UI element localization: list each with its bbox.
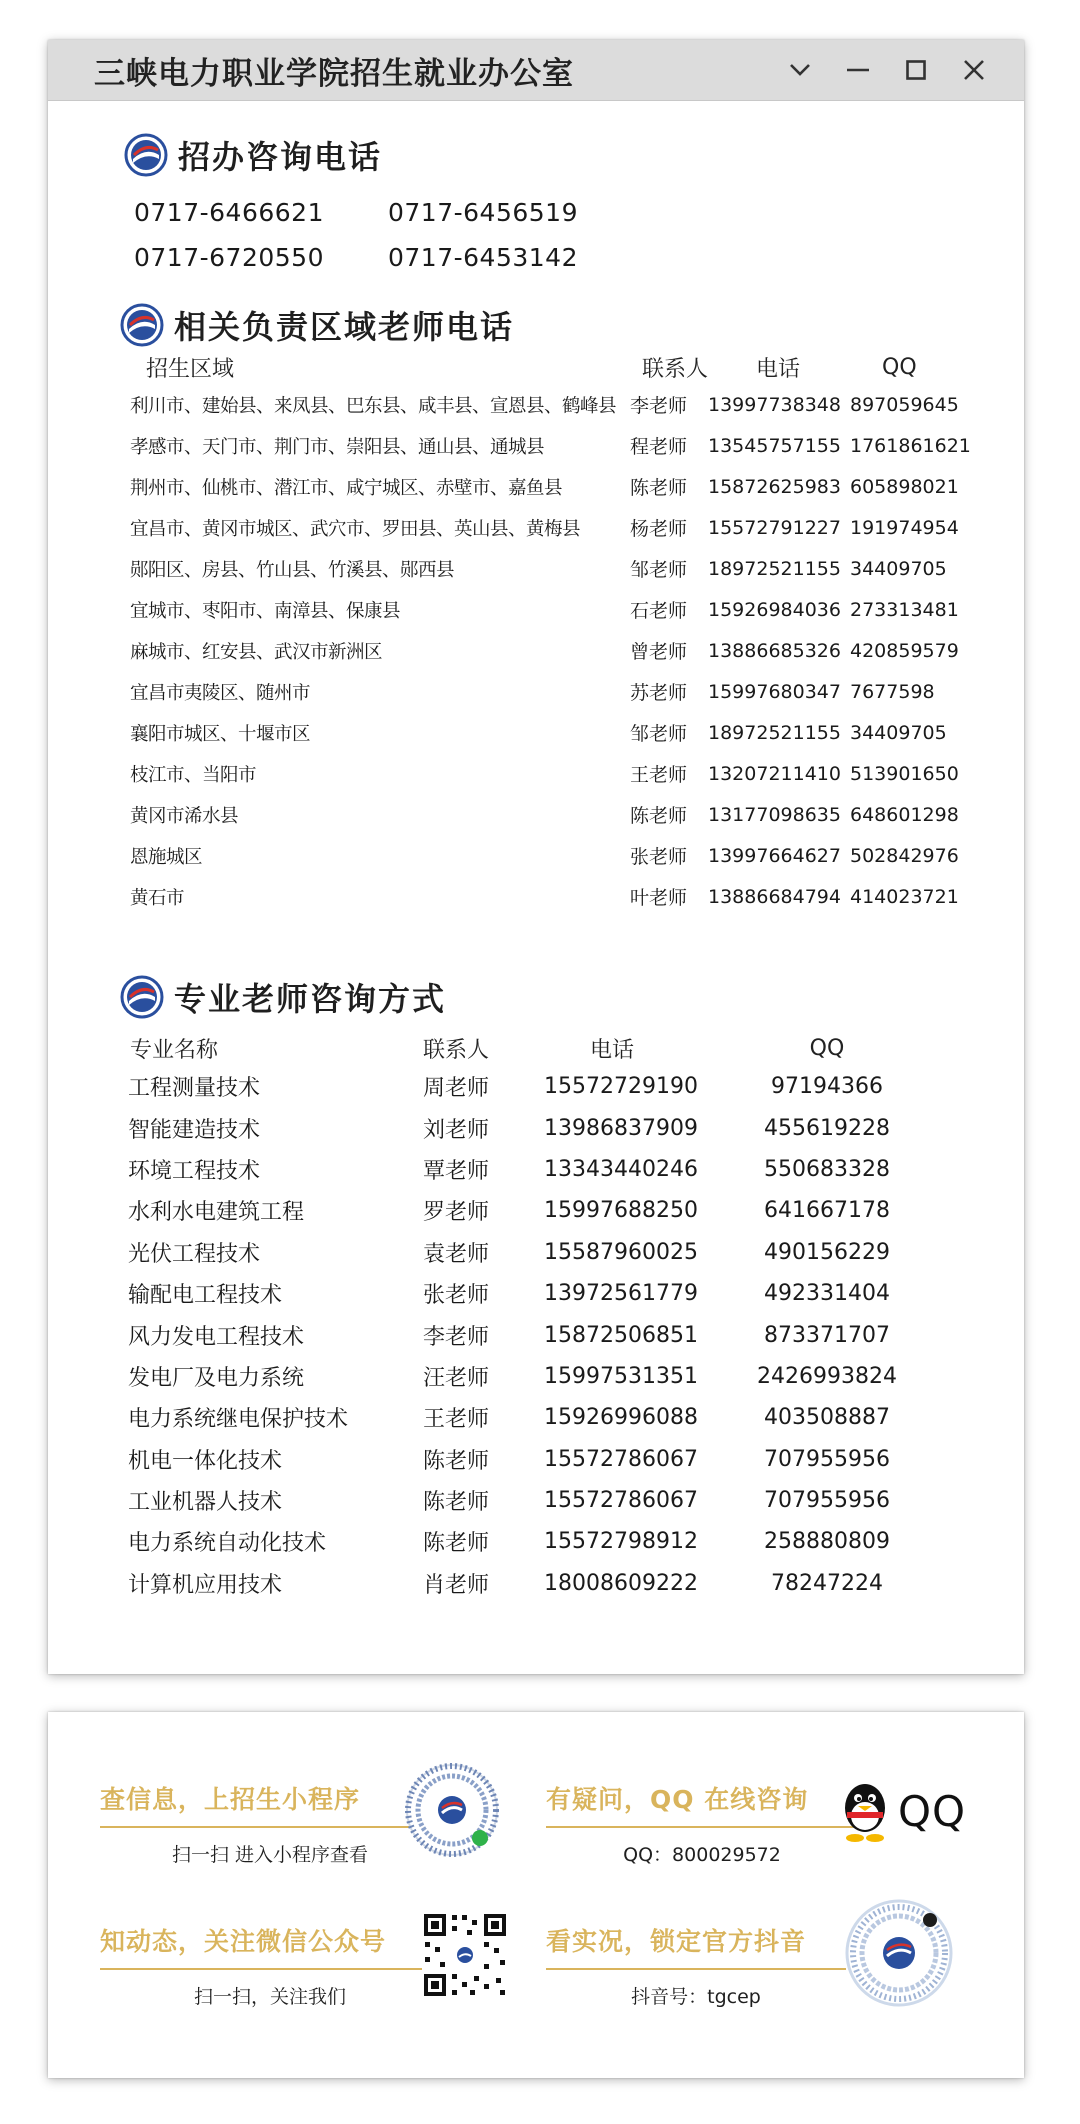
table-row	[130, 384, 1010, 425]
qq-number: 258880809	[764, 1529, 890, 1555]
regions-title: 相关负责区域老师电话	[174, 308, 515, 346]
contact-person: 邹老师	[630, 559, 688, 581]
hotline-phone: 0717-6720550	[134, 243, 324, 272]
maximize-button[interactable]	[896, 50, 936, 90]
table-row	[130, 712, 1010, 753]
qq-number: 414023721	[850, 885, 959, 908]
major-name: 计算机应用技术	[128, 1572, 283, 1598]
region-area: 恩施城区	[130, 846, 203, 868]
phone-number: 15872625983	[708, 475, 841, 498]
minimize-icon	[846, 67, 870, 73]
qq-number: 7677598	[850, 680, 935, 703]
major-name: 电力系统自动化技术	[128, 1531, 327, 1557]
contact-person: 石老师	[630, 600, 688, 622]
contact-person: 张老师	[630, 846, 688, 868]
hotline-title: 招办咨询电话	[178, 138, 383, 176]
phone-number: 13343440246	[544, 1156, 698, 1182]
major-name: 智能建造技术	[128, 1117, 261, 1143]
contact-person: 陈老师	[630, 477, 688, 499]
phone-number: 15572729190	[544, 1074, 698, 1100]
header-person: 联系人	[423, 1037, 490, 1063]
regions-table	[130, 350, 1010, 917]
table-row	[124, 1563, 964, 1604]
contact-person: 张老师	[423, 1283, 490, 1309]
qq-number: 191974954	[850, 516, 959, 539]
table-row	[124, 1480, 964, 1521]
qq-number: 550683328	[764, 1156, 890, 1182]
wechat-promo	[100, 1922, 440, 2009]
phone-number: 15572798912	[544, 1529, 698, 1555]
major-name: 风力发电工程技术	[128, 1324, 305, 1350]
contact-person: 李老师	[423, 1324, 490, 1350]
qq-number: 513901650	[850, 762, 959, 785]
table-row	[130, 753, 1010, 794]
phone-number: 13545757155	[708, 434, 841, 457]
qq-number: 455619228	[764, 1115, 890, 1141]
table-row	[124, 1190, 964, 1231]
table-row	[130, 835, 1010, 876]
table-row	[130, 425, 1010, 466]
phone-number: 13997664627	[708, 844, 841, 867]
contact-person: 苏老师	[630, 682, 688, 704]
header-phone: 电话	[756, 356, 801, 382]
qq-number: 403508887	[764, 1405, 890, 1431]
region-area: 利川市、建始县、来凤县、巴东县、咸丰县、宣恩县、鹤峰县	[130, 395, 617, 417]
qq-number: 502842976	[850, 844, 959, 867]
contact-person: 程老师	[630, 436, 688, 458]
header-qq: QQ	[809, 1035, 845, 1061]
phone-number: 13997738348	[708, 393, 841, 416]
follow-us-card	[48, 1712, 1024, 2078]
major-name: 环境工程技术	[128, 1158, 261, 1184]
qq-number: 648601298	[850, 803, 959, 826]
maximize-icon	[906, 60, 926, 80]
contact-person: 覃老师	[423, 1158, 490, 1184]
phone-number: 15926984036	[708, 598, 841, 621]
window-titlebar	[48, 40, 1024, 101]
table-row	[124, 1149, 964, 1190]
qq-number: 707955956	[764, 1446, 890, 1472]
qq-number: 490156229	[764, 1239, 890, 1265]
wechat-title: 知动态，关注微信公众号	[100, 1927, 387, 1956]
contact-person: 肖老师	[423, 1572, 490, 1598]
header-area: 招生区域	[146, 356, 235, 382]
qq-logo[interactable]	[838, 1778, 966, 1844]
major-name: 水利水电建筑工程	[128, 1200, 305, 1226]
major-name: 工程测量技术	[128, 1076, 261, 1102]
table-row	[124, 1521, 964, 1562]
contact-person: 邹老师	[630, 723, 688, 745]
phone-number: 15997680347	[708, 680, 841, 703]
major-name: 工业机器人技术	[128, 1490, 283, 1516]
college-logo-icon	[120, 975, 164, 1019]
table-row	[130, 671, 1010, 712]
phone-number: 13886684794	[708, 885, 841, 908]
phone-number: 18972521155	[708, 721, 841, 744]
qq-number: 492331404	[764, 1281, 890, 1307]
window-title: 三峡电力职业学院招生就业办公室	[94, 55, 574, 92]
majors-table	[124, 1030, 964, 1604]
table-row	[130, 466, 1010, 507]
region-area: 枝江市、当阳市	[130, 764, 257, 786]
divider-line	[100, 1826, 440, 1828]
region-area: 孝感市、天门市、荆门市、崇阳县、通山县、通城县	[130, 436, 545, 458]
qq-number: 897059645	[850, 393, 959, 416]
phone-number: 13972561779	[544, 1281, 698, 1307]
phone-number: 15572786067	[544, 1488, 698, 1514]
qq-penguin-icon	[838, 1778, 892, 1844]
mini-program-code-icon[interactable]	[404, 1762, 500, 1858]
contact-person: 刘老师	[423, 1117, 490, 1143]
close-icon	[963, 59, 985, 81]
contact-person: 王老师	[630, 764, 688, 786]
phone-number: 18008609222	[544, 1570, 698, 1596]
table-row	[124, 1397, 964, 1438]
contact-person: 袁老师	[423, 1241, 490, 1267]
contact-person: 周老师	[423, 1076, 490, 1102]
douyin-code-icon[interactable]	[844, 1898, 954, 2008]
table-row	[124, 1107, 964, 1148]
region-area: 黄石市	[130, 887, 185, 909]
region-area: 郧阳区、房县、竹山县、竹溪县、郧西县	[130, 559, 455, 581]
region-area: 宜昌市、黄冈市城区、武穴市、罗田县、英山县、黄梅县	[130, 518, 581, 540]
contact-person: 陈老师	[423, 1531, 490, 1557]
qq-logo-text: QQ	[898, 1786, 967, 1836]
divider-line	[546, 1968, 846, 1970]
qq-number: 273313481	[850, 598, 959, 621]
major-name: 光伏工程技术	[128, 1241, 261, 1267]
qq-number: 2426993824	[757, 1363, 897, 1389]
phone-number: 13207211410	[708, 762, 841, 785]
qq-number: 78247224	[771, 1570, 883, 1596]
chevron-down-icon	[789, 63, 811, 77]
hotline-phone: 0717-6453142	[388, 243, 578, 272]
majors-section-header	[120, 974, 446, 1020]
majors-table-header	[124, 1030, 964, 1066]
region-area: 宜城市、枣阳市、南漳县、保康县	[130, 600, 401, 622]
hotline-phone: 0717-6466621	[134, 198, 324, 227]
qq-number: 34409705	[850, 721, 947, 744]
table-row	[130, 589, 1010, 630]
region-area: 麻城市、红安县、武汉市新洲区	[130, 641, 383, 663]
region-area: 荆州市、仙桃市、潜江市、咸宁城区、赤壁市、嘉鱼县	[130, 477, 563, 499]
major-name: 发电厂及电力系统	[128, 1365, 305, 1391]
majors-title: 专业老师咨询方式	[174, 980, 447, 1018]
mini-program-promo	[100, 1780, 440, 1867]
table-row	[130, 507, 1010, 548]
qq-online-promo	[546, 1780, 858, 1867]
contact-person: 曾老师	[630, 641, 688, 663]
qq-number: 641667178	[764, 1198, 890, 1224]
college-logo-icon	[120, 303, 164, 347]
qq-number: 34409705	[850, 557, 947, 580]
qq-number: 1761861621	[850, 434, 971, 457]
table-row	[124, 1439, 964, 1480]
table-row	[124, 1314, 964, 1355]
table-row	[124, 1066, 964, 1107]
contact-person: 罗老师	[423, 1200, 490, 1226]
phone-number: 15572791227	[708, 516, 841, 539]
table-row	[130, 876, 1010, 917]
qq-number: 97194366	[771, 1074, 883, 1100]
region-area: 黄冈市浠水县	[130, 805, 239, 827]
regions-table-header	[130, 350, 1010, 384]
contact-person: 王老师	[423, 1407, 490, 1433]
contact-person: 陈老师	[423, 1490, 490, 1516]
phone-number: 15997688250	[544, 1198, 698, 1224]
table-row	[130, 548, 1010, 589]
phone-number: 15587960025	[544, 1239, 698, 1265]
qq-number: 707955956	[764, 1488, 890, 1514]
contact-person: 陈老师	[630, 805, 688, 827]
minimize-button[interactable]	[838, 50, 878, 90]
regions-table-body	[130, 384, 1010, 917]
hotline-section-header	[124, 132, 382, 178]
table-row	[130, 630, 1010, 671]
contact-person: 杨老师	[630, 518, 688, 540]
phone-number: 15997531351	[544, 1363, 698, 1389]
contact-person: 汪老师	[423, 1365, 490, 1391]
divider-line	[546, 1826, 858, 1828]
phone-number: 15572786067	[544, 1446, 698, 1472]
hotline-phone: 0717-6456519	[388, 198, 578, 227]
qq-number: 605898021	[850, 475, 959, 498]
mini-program-title: 查信息，上招生小程序	[100, 1785, 361, 1814]
qq-number: QQ：800029572	[623, 1844, 781, 1866]
major-name: 机电一体化技术	[128, 1448, 283, 1474]
contact-person: 陈老师	[423, 1448, 490, 1474]
college-logo-icon	[124, 133, 168, 177]
divider-line	[100, 1968, 440, 1970]
region-area: 襄阳市城区、十堰市区	[130, 723, 311, 745]
table-row	[130, 794, 1010, 835]
douyin-title: 看实况，锁定官方抖音	[546, 1927, 807, 1956]
table-row	[124, 1273, 964, 1314]
header-person: 联系人	[642, 356, 709, 382]
phone-number: 15872506851	[544, 1322, 698, 1348]
wechat-qr-code-icon[interactable]	[422, 1912, 508, 1998]
header-major-name: 专业名称	[130, 1037, 219, 1063]
table-row	[124, 1356, 964, 1397]
major-name: 输配电工程技术	[128, 1283, 283, 1309]
table-row	[124, 1232, 964, 1273]
regions-section-header	[120, 302, 514, 348]
contact-person: 叶老师	[630, 887, 688, 909]
qq-online-title: 有疑问，QQ 在线咨询	[546, 1785, 809, 1814]
collapse-button[interactable]	[780, 50, 820, 90]
wechat-subtitle: 扫一扫，关注我们	[193, 1986, 346, 2008]
header-phone: 电话	[590, 1037, 635, 1063]
qq-number: 873371707	[764, 1322, 890, 1348]
close-button[interactable]	[954, 50, 994, 90]
phone-number: 15926996088	[544, 1405, 698, 1431]
major-name: 电力系统继电保护技术	[128, 1407, 349, 1433]
phone-number: 13886685326	[708, 639, 841, 662]
region-area: 宜昌市夷陵区、随州市	[130, 682, 311, 704]
header-qq: QQ	[882, 354, 917, 380]
contact-person: 李老师	[630, 395, 688, 417]
window-controls	[780, 50, 994, 90]
contact-window	[48, 40, 1024, 1674]
phone-number: 18972521155	[708, 557, 841, 580]
phone-number: 13177098635	[708, 803, 841, 826]
douyin-account: 抖音号：tgcep	[631, 1986, 761, 2008]
qq-number: 420859579	[850, 639, 959, 662]
douyin-promo	[546, 1922, 846, 2009]
phone-number: 13986837909	[544, 1115, 698, 1141]
mini-program-subtitle: 扫一扫 进入小程序查看	[171, 1844, 369, 1866]
majors-table-body	[124, 1066, 964, 1604]
